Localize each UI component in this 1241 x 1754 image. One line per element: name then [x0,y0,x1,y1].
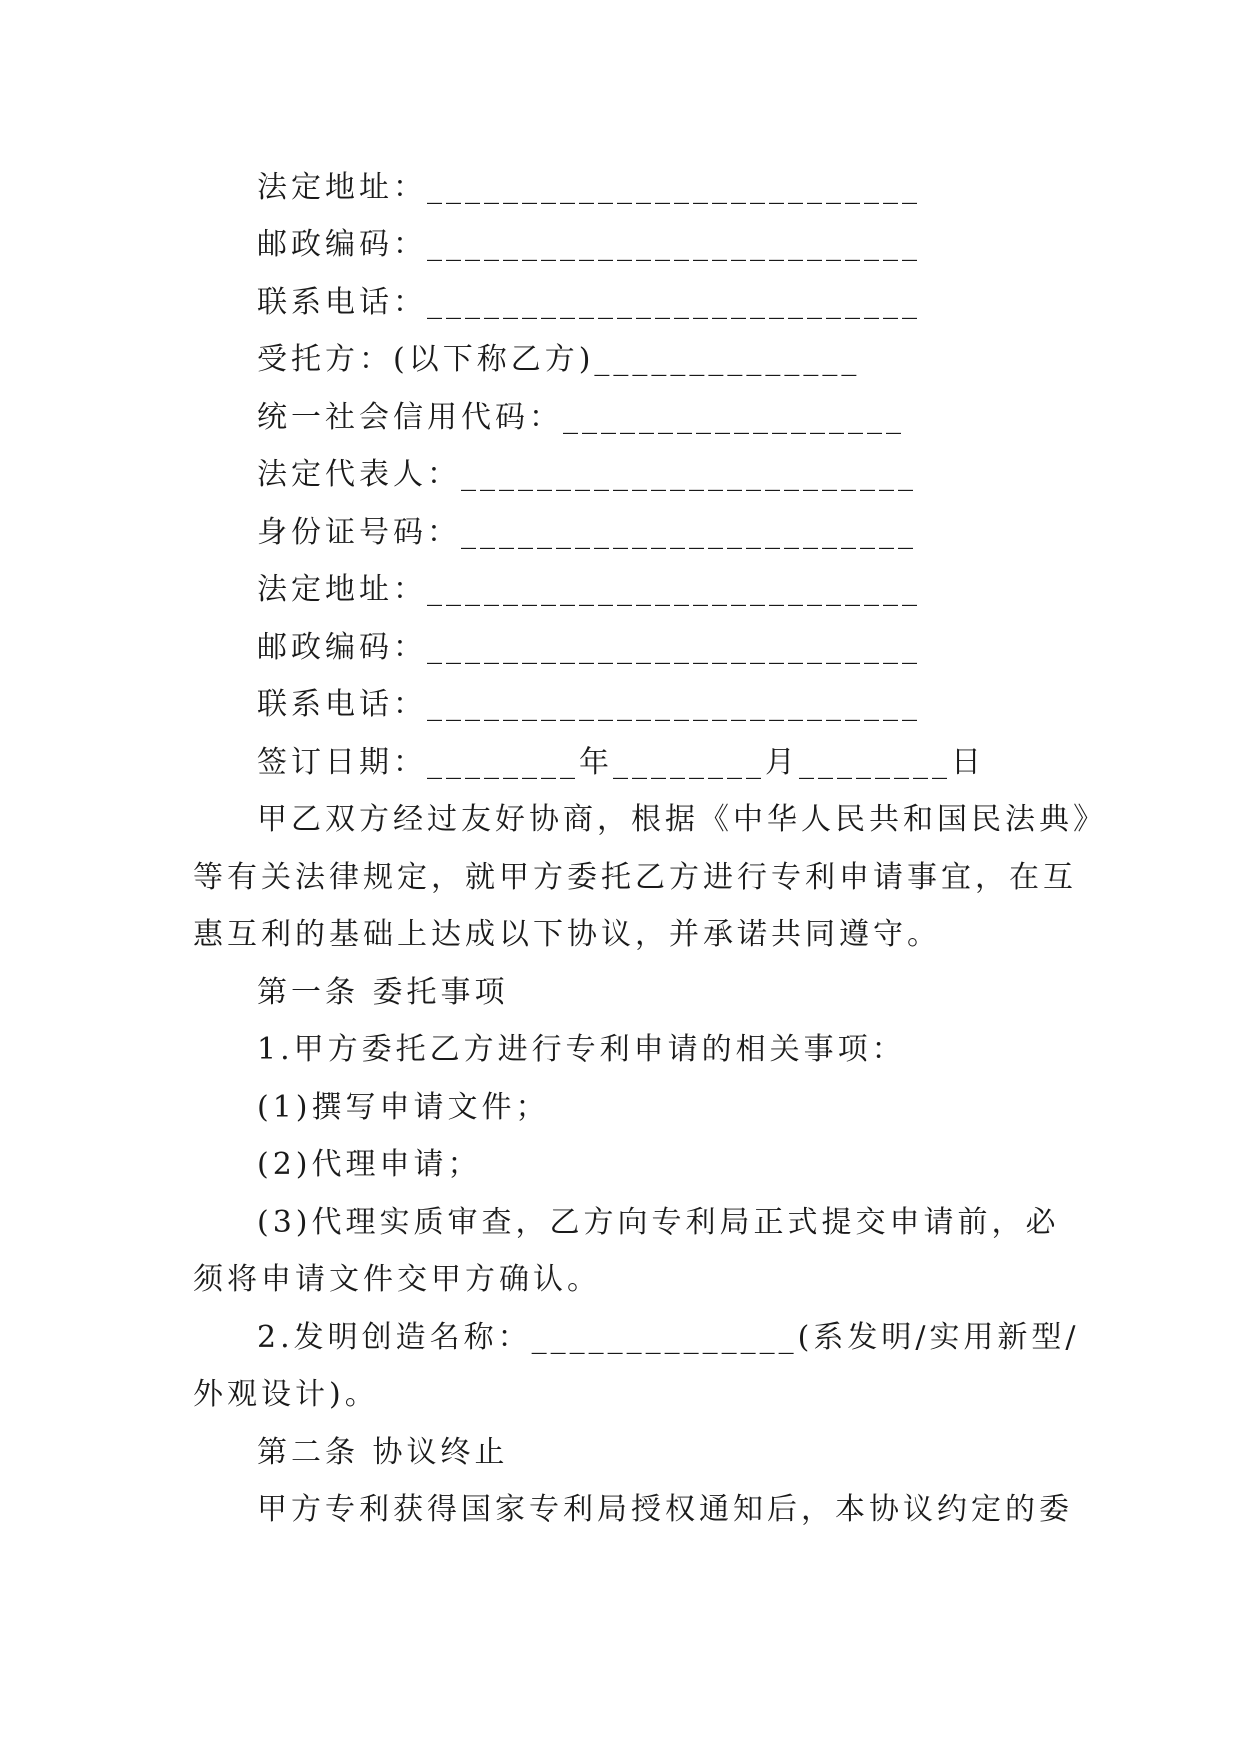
item-2-line-2: 外观设计)。 [193,1377,379,1412]
trustee-legal-address: 法定地址：__________________________ [257,572,921,607]
id-number: 身份证号码：________________________ [257,515,917,550]
signing-date: 签订日期：________年________月________日 [257,745,985,780]
preamble-line-2: 等有关法律规定，就甲方委托乙方进行专利申请事宜，在互 [193,860,1077,895]
legal-representative: 法定代表人：________________________ [257,457,917,492]
client-legal-address: 法定地址：__________________________ [257,170,921,205]
sub-item-3-line-1: (3)代理实质审查，乙方向专利局正式提交申请前，必 [257,1205,1060,1240]
client-phone: 联系电话：__________________________ [257,285,921,320]
trustee-phone: 联系电话：__________________________ [257,687,921,722]
client-postal-code: 邮政编码：__________________________ [257,227,921,262]
article-1-heading: 第一条 委托事项 [257,975,509,1010]
sub-item-3-line-2: 须将申请文件交甲方确认。 [193,1262,601,1297]
article-2-text: 甲方专利获得国家专利局授权通知后，本协议约定的委 [257,1492,1073,1527]
trustee-postal-code: 邮政编码：__________________________ [257,630,921,665]
sub-item-2: (2)代理申请； [257,1147,482,1182]
sub-item-1: (1)撰写申请文件； [257,1090,550,1125]
preamble-line-1: 甲乙双方经过友好协商，根据《中华人民共和国民法典》 [257,802,1107,837]
item-2-line-1: 2.发明创造名称：______________(系发明/实用新型/ [257,1320,1080,1355]
credit-code: 统一社会信用代码：__________________ [257,400,905,435]
item-1: 1.甲方委托乙方进行专利申请的相关事项： [257,1032,906,1067]
article-2-heading: 第二条 协议终止 [257,1435,509,1470]
trustee-party: 受托方：(以下称乙方)______________ [257,342,861,377]
preamble-line-3: 惠互利的基础上达成以下协议，并承诺共同遵守。 [193,917,941,952]
